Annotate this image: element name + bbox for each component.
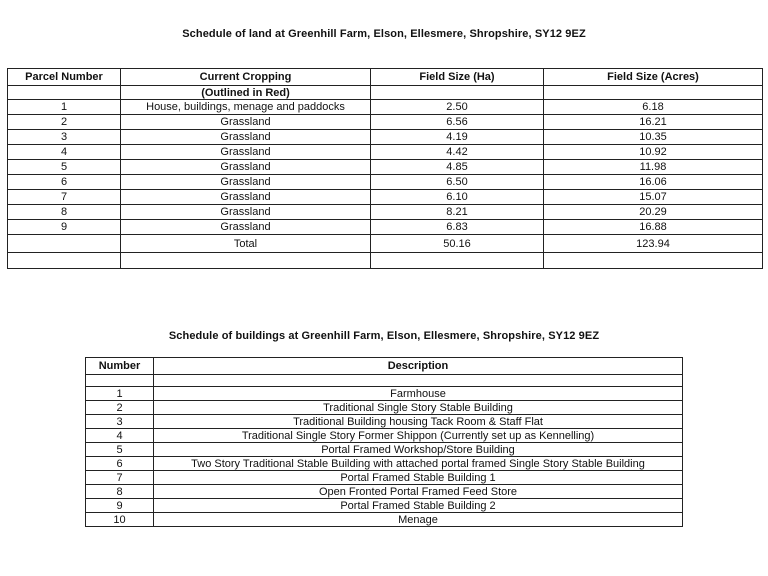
table-cell: Portal Framed Workshop/Store Building (154, 443, 683, 457)
table-cell: 7 (8, 190, 121, 205)
table-cell: Portal Framed Stable Building 2 (154, 499, 683, 513)
table-cell: 16.21 (544, 115, 763, 130)
table-cell: Farmhouse (154, 387, 683, 401)
table-cell: 6.18 (544, 100, 763, 115)
table-row (8, 130, 763, 145)
table-row (8, 205, 763, 220)
table-cell: 6.50 (371, 175, 544, 190)
table-cell: 8 (8, 205, 121, 220)
table-cell-empty (8, 253, 121, 269)
table-cell: 4.85 (371, 160, 544, 175)
column-subheader-outlined-in-red: (Outlined in Red) (121, 86, 371, 100)
table-row (8, 190, 763, 205)
table-cell: 10 (86, 513, 154, 527)
column-header-number: Number (86, 358, 154, 375)
table-cell: 4 (86, 429, 154, 443)
table-row (86, 429, 683, 443)
column-header-field-size-ha: Field Size (Ha) (371, 69, 544, 86)
table-row (86, 471, 683, 485)
buildings-schedule-table (85, 357, 683, 527)
table-cell: 6 (86, 457, 154, 471)
total-acres-value: 123.94 (544, 235, 763, 253)
table-cell: 9 (8, 220, 121, 235)
table-row (8, 220, 763, 235)
table-cell: 3 (8, 130, 121, 145)
table-row (8, 175, 763, 190)
table-cell: 1 (8, 100, 121, 115)
table-cell: 6.83 (371, 220, 544, 235)
table-cell: 5 (8, 160, 121, 175)
table-cell: 2 (8, 115, 121, 130)
table-cell: Grassland (121, 220, 371, 235)
column-header-field-size-acres: Field Size (Acres) (544, 69, 763, 86)
table-cell-empty (371, 86, 544, 100)
buildings-schedule-title: Schedule of buildings at Greenhill Farm, Elson, Ellesmere, Shropshire, SY12 9EZ (168, 330, 600, 342)
table-cell: Grassland (121, 145, 371, 160)
table-cell: 6.10 (371, 190, 544, 205)
table-cell-empty (371, 253, 544, 269)
column-header-parcel-number: Parcel Number (8, 69, 121, 86)
land-schedule-title: Schedule of land at Greenhill Farm, Elson, Ellesmere, Shropshire, SY12 9EZ (182, 28, 586, 40)
table-cell: Menage (154, 513, 683, 527)
table-cell-empty (544, 253, 763, 269)
table-cell: 20.29 (544, 205, 763, 220)
table-cell-empty (121, 253, 371, 269)
land-total-row (8, 235, 763, 253)
table-cell-empty (8, 86, 121, 100)
table-cell: Open Fronted Portal Framed Feed Store (154, 485, 683, 499)
table-cell: 16.06 (544, 175, 763, 190)
table-cell: 5 (86, 443, 154, 457)
table-cell: Grassland (121, 115, 371, 130)
buildings-table-body (86, 387, 683, 527)
table-cell: 8 (86, 485, 154, 499)
column-header-description: Description (154, 358, 683, 375)
land-schedule-table (7, 68, 763, 269)
table-cell: 11.98 (544, 160, 763, 175)
table-row (8, 160, 763, 175)
table-cell: Grassland (121, 205, 371, 220)
table-cell: 10.92 (544, 145, 763, 160)
land-table-body (8, 100, 763, 235)
land-blank-row (8, 253, 763, 269)
table-row (8, 100, 763, 115)
table-row (86, 457, 683, 471)
table-cell: 6.56 (371, 115, 544, 130)
table-cell: Traditional Single Story Stable Building (154, 401, 683, 415)
table-cell: House, buildings, menage and paddocks (121, 100, 371, 115)
buildings-header-row (86, 358, 683, 375)
table-row (86, 415, 683, 429)
table-cell: 15.07 (544, 190, 763, 205)
table-cell: 2.50 (371, 100, 544, 115)
table-cell: 4.42 (371, 145, 544, 160)
column-header-current-cropping: Current Cropping (121, 69, 371, 86)
table-cell: Portal Framed Stable Building 1 (154, 471, 683, 485)
table-row (86, 401, 683, 415)
table-row (86, 387, 683, 401)
buildings-blank-row (86, 375, 683, 387)
table-cell: Traditional Building housing Tack Room & Staff Flat (154, 415, 683, 429)
table-cell: 4.19 (371, 130, 544, 145)
total-label: Total (121, 235, 371, 253)
table-cell: 4 (8, 145, 121, 160)
table-row (8, 115, 763, 130)
table-cell: Two Story Traditional Stable Building with attached portal framed Single Story Stable Building (154, 457, 683, 471)
table-cell: 16.88 (544, 220, 763, 235)
table-cell: 10.35 (544, 130, 763, 145)
table-cell-empty (544, 86, 763, 100)
table-cell: Grassland (121, 160, 371, 175)
table-cell-empty (8, 235, 121, 253)
table-cell: 9 (86, 499, 154, 513)
table-cell-empty (154, 375, 683, 387)
table-cell: 1 (86, 387, 154, 401)
table-cell: 6 (8, 175, 121, 190)
table-cell: 7 (86, 471, 154, 485)
land-subheader-row (8, 86, 763, 100)
land-header-row (8, 69, 763, 86)
total-ha-value: 50.16 (371, 235, 544, 253)
table-row (8, 145, 763, 160)
table-cell: 8.21 (371, 205, 544, 220)
table-cell: 3 (86, 415, 154, 429)
table-row (86, 485, 683, 499)
table-cell: Grassland (121, 190, 371, 205)
table-row (86, 443, 683, 457)
table-row (86, 499, 683, 513)
table-cell: 2 (86, 401, 154, 415)
table-cell: Grassland (121, 175, 371, 190)
table-cell-empty (86, 375, 154, 387)
table-row (86, 513, 683, 527)
table-cell: Grassland (121, 130, 371, 145)
table-cell: Traditional Single Story Former Shippon (Currently set up as Kennelling) (154, 429, 683, 443)
